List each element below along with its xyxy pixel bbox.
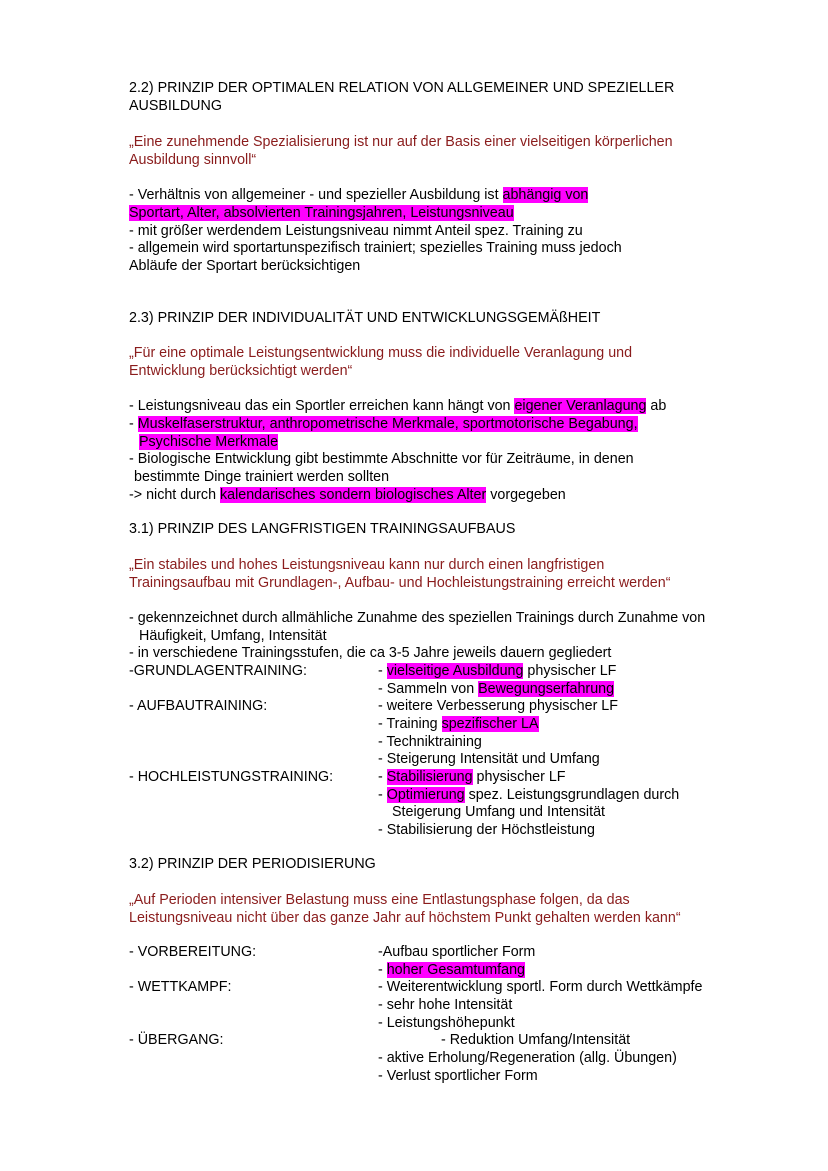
section-2-3-quote: „Für eine optimale Leistungsentwicklung muss die individuelle Veranlagung und: [129, 345, 633, 361]
highlight: vielseitige Ausbildung: [386, 663, 524, 679]
hochleistungstraining-label: - HOCHLEISTUNGSTRAINING:: [129, 769, 334, 785]
highlight: Sportart, Alter, absolvierten Trainingsjahren, Leistungsniveau: [129, 205, 514, 221]
aufbau-item: - Training spezifischer LA: [378, 716, 539, 732]
wettkampf-item: - Leistungshöhepunkt: [378, 1015, 515, 1031]
highlight: Stabilisierung: [386, 769, 473, 785]
uebergang-item: - aktive Erholung/Regeneration (allg. Übungen): [378, 1050, 677, 1066]
section-3-2-heading: 3.2) PRINZIP DER PERIODISIERUNG: [129, 856, 376, 872]
highlight: abhängig von: [502, 187, 589, 203]
highlight: spezifischer LA: [441, 716, 539, 732]
hochleistung-item: - Stabilisierung physischer LF: [378, 769, 566, 785]
wettkampf-item: - Weiterentwicklung sportl. Form durch Wettkämpfe: [378, 979, 703, 995]
vorbereitung-item: - hoher Gesamtumfang: [378, 962, 526, 978]
section-2-2-quote: „Eine zunehmende Spezialisierung ist nur auf der Basis einer vielseitigen körperlichen: [129, 134, 673, 150]
aufbau-item: - weitere Verbesserung physischer LF: [378, 698, 618, 714]
highlight: Optimierung: [386, 787, 465, 803]
section-2-3-heading: 2.3) PRINZIP DER INDIVIDUALITÄT UND ENTWICKLUNGSGEMÄßHEIT: [129, 310, 601, 326]
uebergang-item: - Reduktion Umfang/Intensität: [441, 1032, 631, 1048]
grundlagentraining-label: -GRUNDLAGENTRAINING:: [129, 663, 307, 679]
uebergang-label: - ÜBERGANG:: [129, 1032, 224, 1048]
bullet-line: - Biologische Entwicklung gibt bestimmte Abschnitte vor für Zeiträume, in denen: [129, 451, 634, 467]
bullet-line-cont: [139, 433, 278, 451]
vorbereitung-label: - VORBEREITUNG:: [129, 944, 257, 960]
bullet-line: - mit größer werdendem Leistungsniveau nimmt Anteil spez. Training zu: [129, 223, 583, 239]
highlight: eigener Veranlagung: [514, 398, 647, 414]
section-2-2-heading-cont: AUSBILDUNG: [129, 98, 222, 114]
grundlagen-item: - vielseitige Ausbildung physischer LF: [378, 663, 617, 679]
bullet-line: - in verschiedene Trainingsstufen, die ca 3-5 Jahre jeweils dauern gegliedert: [129, 645, 612, 661]
hochleistung-item: - Stabilisierung der Höchstleistung: [378, 822, 595, 838]
bullet-line-cont: Abläufe der Sportart berücksichtigen: [129, 258, 361, 274]
bullet-line: - Muskelfaserstruktur, anthropometrische Merkmale, sportmotorische Begabung,: [129, 416, 638, 432]
highlight: Psychische Merkmale: [139, 434, 279, 450]
grundlagen-item: - Sammeln von Bewegungserfahrung: [378, 681, 615, 697]
wettkampf-label: - WETTKAMPF:: [129, 979, 232, 995]
highlight: hoher Gesamtumfang: [386, 962, 526, 978]
bullet-line: - Leistungsniveau das ein Sportler erreichen kann hängt von eigener Veranlagung ab: [129, 398, 667, 414]
bullet-line: - Verhältnis von allgemeiner - und spezieller Ausbildung ist abhängig von: [129, 187, 589, 203]
bullet-line: - allgemein wird sportartunspezifisch trainiert; spezielles Training muss jedoch: [129, 240, 622, 256]
highlight: Muskelfaserstruktur, anthropometrische Merkmale, sportmotorische Begabung,: [137, 416, 638, 432]
section-3-2-quote: „Auf Perioden intensiver Belastung muss eine Entlastungsphase folgen, da das: [129, 892, 630, 908]
wettkampf-item: - sehr hohe Intensität: [378, 997, 513, 1013]
hochleistung-item-cont: Steigerung Umfang und Intensität: [392, 804, 606, 820]
aufbautraining-label: - AUFBAUTRAINING:: [129, 698, 268, 714]
bullet-line: - gekennzeichnet durch allmähliche Zunahme des speziellen Trainings durch Zunahme von: [129, 610, 706, 626]
aufbau-item: - Steigerung Intensität und Umfang: [378, 751, 600, 767]
bullet-line-cont: Häufigkeit, Umfang, Intensität: [139, 628, 327, 644]
section-3-1-quote: „Ein stabiles und hohes Leistungsniveau kann nur durch einen langfristigen: [129, 557, 605, 573]
bullet-line-cont: bestimmte Dinge trainiert werden sollten: [134, 469, 390, 485]
highlight: Bewegungserfahrung: [478, 681, 615, 697]
section-3-2-quote-cont: Leistungsniveau nicht über das ganze Jahr auf höchstem Punkt gehalten werden kann“: [129, 910, 681, 926]
section-2-2-heading: 2.2) PRINZIP DER OPTIMALEN RELATION VON ALLGEMEINER UND SPEZIELLER: [129, 80, 675, 96]
section-2-2-quote-cont: Ausbildung sinnvoll“: [129, 152, 257, 168]
bullet-line-cont: [129, 204, 514, 222]
aufbau-item: - Techniktraining: [378, 734, 482, 750]
section-3-1-quote-cont: Trainingsaufbau mit Grundlagen-, Aufbau- und Hochleistungstraining erreicht werden“: [129, 575, 671, 591]
section-2-3-quote-cont: Entwicklung berücksichtigt werden“: [129, 363, 353, 379]
hochleistung-item: - Optimierung spez. Leistungsgrundlagen durch: [378, 787, 680, 803]
section-3-1-heading: 3.1) PRINZIP DES LANGFRISTIGEN TRAININGSAUFBAUS: [129, 521, 516, 537]
uebergang-item: - Verlust sportlicher Form: [378, 1068, 538, 1084]
vorbereitung-item: -Aufbau sportlicher Form: [378, 944, 536, 960]
bullet-line: -> nicht durch kalendarisches sondern biologisches Alter vorgegeben: [129, 487, 566, 503]
highlight: kalendarisches sondern biologisches Alter: [220, 487, 487, 503]
